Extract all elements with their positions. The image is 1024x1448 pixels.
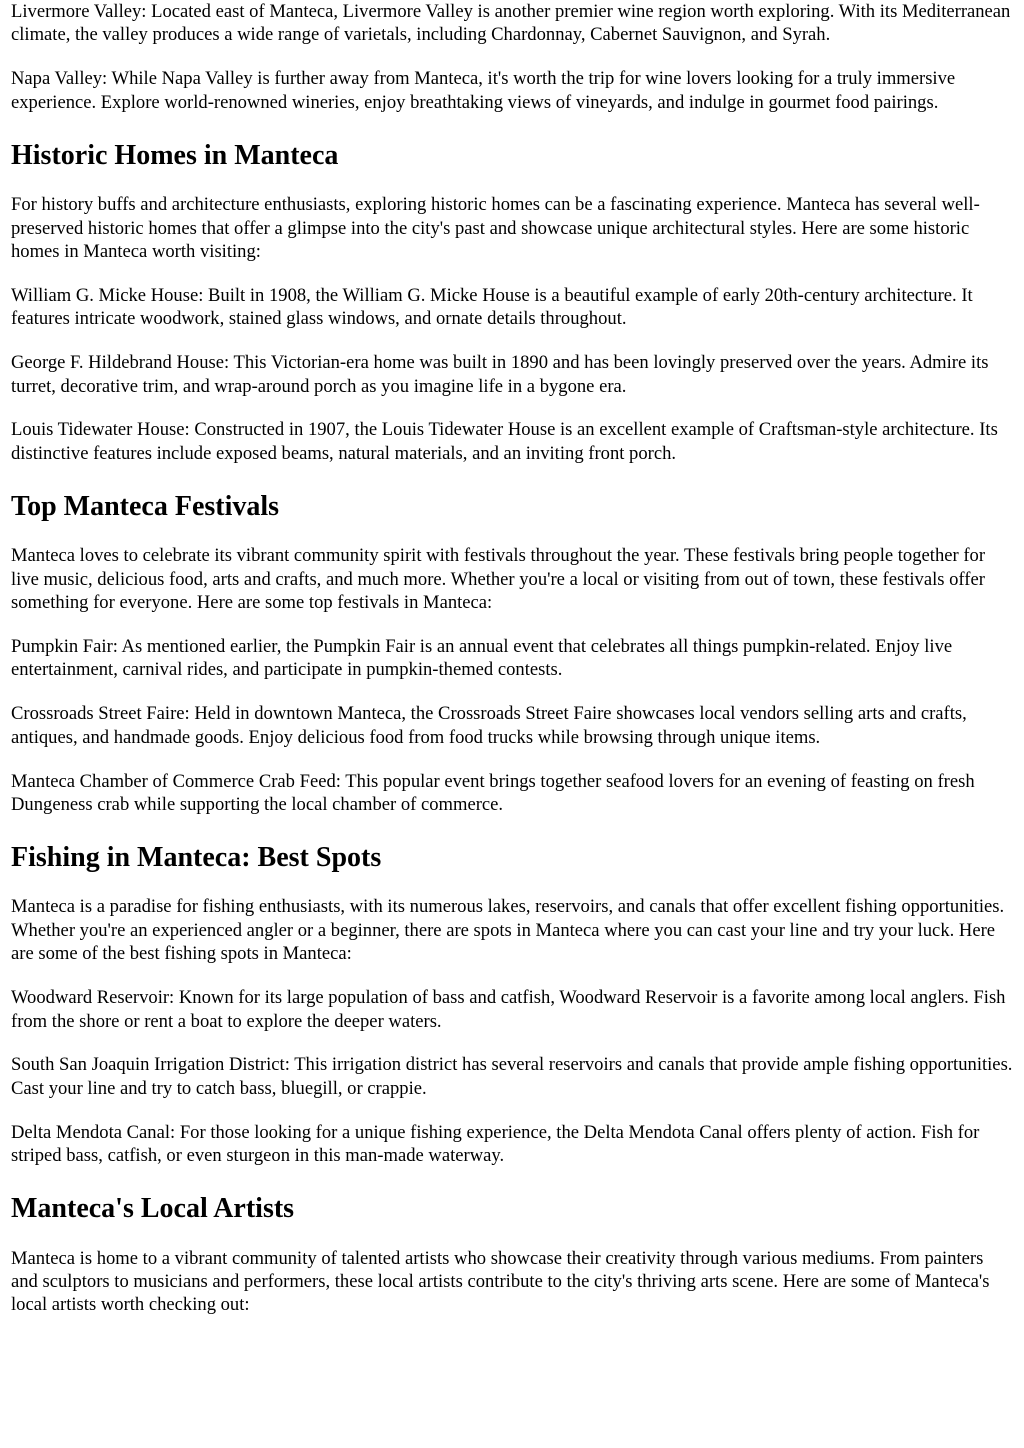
heading-historic-homes: Historic Homes in Manteca (11, 139, 339, 171)
paragraph-tidewater-house: Louis Tidewater House: Constructed in 1907, the Louis Tidewater House is an excellent example of Craftsman-style architecture. Its distinctive features include exposed beams, natural materials, and an inviting front porch. (11, 419, 998, 464)
paragraph-delta-mendota-canal: Delta Mendota Canal: For those looking for a unique fishing experience, the Delta Mendota Canal offers plenty of action. Fish for striped bass, catfish, or even sturgeon in this man-made waterway. (11, 1121, 980, 1167)
paragraph-crab-feed: Manteca Chamber of Commerce Crab Feed: This popular event brings together seafood lovers for an evening of feasting on fresh Dungeness crab while supporting the local chamber of commerce. (11, 770, 975, 816)
heading-local-artists: Manteca's Local Artists (11, 1193, 295, 1225)
paragraph-hildebrand-house: George F. Hildebrand House: This Victorian-era home was built in 1890 and has been lovingly preserved over the years. Admire its turret, decorative trim, and wrap-around porch as you imagine life in a bygone era. (11, 352, 989, 397)
heading-festivals: Top Manteca Festivals (11, 490, 280, 522)
paragraph-irrigation-district: South San Joaquin Irrigation District: This irrigation district has several reservoirs and canals that provide ample fishing opportunities. Cast your line and try to catch bass, bluegill, or crappie. (11, 1054, 1013, 1099)
paragraph-crossroads-faire: Crossroads Street Faire: Held in downtown Manteca, the Crossroads Street Faire showcases local vendors selling arts and crafts, antiques, and handmade goods. Enjoy delicious food from food trucks while browsing through unique items. (11, 703, 967, 748)
paragraph-woodward-reservoir: Woodward Reservoir: Known for its large population of bass and catfish, Woodward Reservoir is a favorite among local anglers. Fish from the shore or rent a boat to explore the deeper waters. (11, 987, 1006, 1032)
paragraph-historic-homes-intro: For history buffs and architecture enthusiasts, exploring historic homes can be a fascinating experience. Manteca has several well-preserved historic homes that offer a glimpse into the city's past and showcase unique architectural styles. Here are some historic homes in Manteca worth visiting: (11, 194, 980, 262)
paragraph-livermore-valley: Livermore Valley: Located east of Manteca, Livermore Valley is another premier wine region worth exploring. With its Mediterranean climate, the valley produces a wide range of varietals, including Chardonnay, Cabernet Sauvignon, and Syrah. (11, 1, 1011, 46)
paragraph-pumpkin-fair: Pumpkin Fair: As mentioned earlier, the Pumpkin Fair is an annual event that celebrates all things pumpkin-related. Enjoy live entertainment, carnival rides, and participate in pumpkin-themed contests. (11, 636, 953, 681)
heading-fishing: Fishing in Manteca: Best Spots (11, 841, 382, 873)
paragraph-micke-house: William G. Micke House: Built in 1908, the William G. Micke House is a beautiful example of early 20th-century architecture. It features intricate woodwork, stained glass windows, and ornate details throughout. (11, 284, 973, 330)
paragraph-festivals-intro: Manteca loves to celebrate its vibrant community spirit with festivals throughout the year. These festivals bring people together for live music, delicious food, arts and crafts, and much more. Whether you're a local or visiting from out of town, these festivals offer something for everyone. Here are some top festivals in Manteca: (11, 545, 986, 614)
paragraph-local-artists-intro: Manteca is home to a vibrant community of talented artists who showcase their creativity through various mediums. From painters and sculptors to musicians and performers, these local artists contribute to the city's thriving arts scene. Here are some of Manteca's local artists worth checking out: (11, 1247, 990, 1316)
paragraph-napa-valley: Napa Valley: While Napa Valley is further away from Manteca, it's worth the trip for wine lovers looking for a truly immersive experience. Explore world-renowned wineries, enjoy breathtaking views of vineyards, and indulge in gourmet food pairings. (11, 68, 956, 113)
paragraph-fishing-intro: Manteca is a paradise for fishing enthusiasts, with its numerous lakes, reservoirs, and canals that offer excellent fishing opportunities. Whether you're an experienced angler or a beginner, there are spots in Manteca where you can cast your line and try your luck. Here are some of the best fishing spots in Manteca: (11, 896, 1005, 965)
